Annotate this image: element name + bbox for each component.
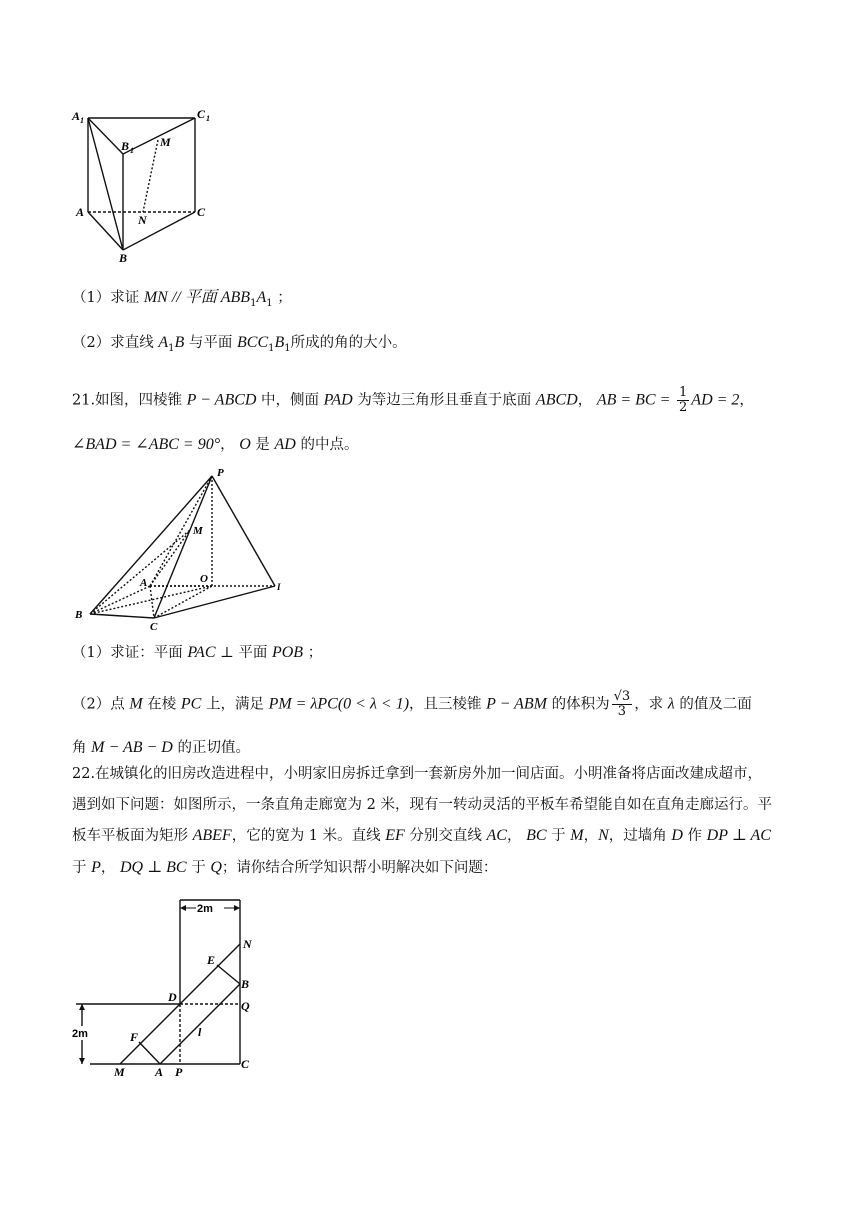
q21-part1-end: ；	[307, 645, 323, 661]
label-A3: A	[155, 1065, 164, 1079]
q21-line1-e: 为等边三角形且垂直于底面	[357, 392, 532, 409]
label-E: E	[207, 953, 216, 967]
q22-line3-h: BC	[526, 827, 547, 844]
q20-part2-math1: A	[158, 334, 169, 351]
label-N: N	[138, 213, 147, 227]
q22-line3-d: EF	[385, 827, 405, 844]
q21-line1-j: ，	[739, 392, 754, 409]
q21-frac-den: 2	[679, 400, 688, 415]
q22-line4-f: Q	[210, 859, 222, 876]
q21-fraction	[677, 386, 689, 415]
q21-line1-d: PAD	[323, 391, 353, 409]
q22-line3-p: DP ⊥ AC	[706, 827, 771, 844]
label-M: M	[160, 135, 171, 149]
q20-part1-text: （1）求证	[72, 290, 140, 306]
figure-corridor	[70, 892, 270, 1082]
q21-line1	[72, 386, 754, 415]
q22-line2-text: 遇到如下问题：如图所示，一条直角走廊宽为 2 米，现有一转动灵活的平板车希望能自如在直角走廊运行。平	[72, 797, 772, 813]
q22-line3-i: 于	[551, 828, 566, 844]
q21-line2-e: AD	[274, 436, 296, 453]
q22-line4	[72, 857, 497, 879]
q21-part2-e: 上，满足	[205, 696, 264, 713]
q21-line1-g: ，	[577, 392, 593, 409]
q20-part2-mid: 与平面	[188, 335, 233, 351]
q21-part2-g: (0 < λ < 1)	[337, 695, 410, 713]
q21-part2-i: P − ABM	[486, 695, 548, 713]
label-A2: A	[140, 577, 148, 589]
q21-line2-d: 是	[255, 437, 270, 453]
label-B2: B	[75, 609, 83, 621]
q22-line3-m: ，过墙角	[608, 828, 667, 844]
q21-line1-i: AD = 2	[691, 391, 740, 409]
q22-line3-n: D	[671, 827, 683, 844]
q20-part2-text: （2）求直线	[72, 335, 154, 351]
q22-line3-c: ，它的宽为 1 米。直线	[231, 828, 381, 844]
label-B3: B	[241, 977, 250, 991]
label-D3: D	[168, 990, 177, 1004]
q22-line4-g: ；请你结合所学知识帮小明解决如下问题：	[221, 860, 498, 876]
q21-part2-j: 的体积为	[551, 696, 610, 713]
label-B1-sub: 1	[130, 146, 134, 155]
q22-line4-b: P	[91, 859, 101, 876]
q21-frac-num: 1	[679, 385, 688, 400]
label-Q: Q	[241, 999, 250, 1013]
q21-volume-fraction	[612, 690, 633, 719]
q22-line3	[72, 825, 771, 847]
label-O: O	[200, 573, 208, 585]
q21-line2-b: ，	[220, 437, 235, 453]
q21-vol-den: 3	[617, 704, 627, 719]
q22-line3-o: 作	[687, 828, 703, 844]
q21-part1-mid: ⊥ 平面	[220, 645, 268, 661]
q21-part2-b: M	[129, 695, 143, 713]
label-width-top: 2m	[197, 903, 213, 915]
q21-line1-b: P − ABCD	[186, 391, 257, 409]
label-B1: B	[121, 139, 130, 153]
q22-line3-b: ABEF	[192, 827, 232, 844]
q22-line3-e: 分别交直线	[409, 828, 482, 844]
label-A: A	[76, 205, 85, 219]
q21-line2-c: O	[239, 436, 251, 453]
q21-part2-p: 的正切值。	[177, 740, 250, 756]
label-D: I	[277, 582, 281, 592]
q21-part2-k: ，求	[634, 696, 664, 713]
label-C3: C	[241, 1057, 250, 1071]
q22-line1	[72, 763, 762, 785]
label-B: B	[119, 251, 128, 264]
q20-part1-math: MN // 平面 ABB	[143, 289, 251, 306]
q22-line4-a: 于	[72, 860, 87, 876]
q21-part1	[72, 642, 322, 664]
q20-part2-end: 所成的角的大小。	[290, 335, 407, 351]
q21-part2-cont	[72, 737, 250, 759]
label-C1-sub: 1	[206, 114, 210, 123]
q21-part2-o: M − AB − D	[91, 739, 173, 756]
q21-part2-h: ，且三棱锥	[409, 696, 482, 713]
label-M3: M	[114, 1065, 125, 1079]
q22-line4-d: DQ ⊥ BC	[120, 859, 187, 876]
q20-part1-end: ；	[277, 290, 292, 306]
q21-line2-f: 的中点。	[300, 437, 359, 453]
q21-line2-a: ∠BAD = ∠ABC = 90°	[72, 436, 221, 453]
label-l: l	[198, 1025, 202, 1039]
label-P: P	[217, 467, 224, 479]
q21-part2-d: PC	[180, 695, 202, 713]
q20-part2: （2）求直线 $A_1B$ 与平面 $BCC_1B_1$所成的角的大小。	[72, 334, 407, 354]
q21-part2-f: PM = λPC	[268, 695, 338, 713]
label-N3: N	[243, 937, 252, 951]
label-C2: C	[150, 621, 158, 633]
q21-line1-c: 中，侧面	[261, 392, 320, 409]
q22-line4-c: ，	[100, 860, 116, 876]
q21-part2-n: 角	[72, 740, 87, 756]
label-M2: M	[193, 525, 203, 537]
q21-line2	[72, 434, 358, 456]
q21-part2-a: （2）点	[72, 696, 125, 713]
label-C1: C	[197, 107, 206, 121]
q20-part1: （1）求证 MN // 平面 $ABB_1A_1$ ；	[72, 289, 292, 309]
q21-part2-c: 在棱	[147, 696, 177, 713]
label-A1-sub: 1	[80, 116, 84, 125]
q21-line1-a: 21.如图，四棱锥	[72, 392, 183, 409]
q22-line4-e: 于	[191, 860, 206, 876]
q21-line1-h: AB = BC =	[596, 391, 671, 409]
q21-line1-f: ABCD	[535, 391, 578, 409]
figure-prism	[70, 104, 220, 264]
q21-part2-l: λ	[667, 695, 675, 713]
q22-line1-text: 22.在城镇化的旧房改造进程中，小明家旧房拆迁拿到一套新房外加一间店面。小明准备将店面改建成超市，	[72, 766, 763, 782]
q20-part2-math1b: B	[174, 334, 185, 351]
q21-part1-m2: POB	[271, 644, 304, 661]
figure-pyramid	[70, 464, 290, 634]
label-P3: P	[175, 1065, 183, 1079]
q21-part1-text: （1）求证：平面	[72, 645, 183, 661]
q21-vol-num: √3	[613, 689, 631, 704]
q21-part1-m1: PAC	[187, 644, 216, 661]
q22-line3-a: 板车平板面为矩形	[72, 828, 188, 844]
q22-line2	[72, 794, 772, 816]
q21-part2	[72, 690, 752, 719]
label-C: C	[197, 205, 206, 219]
q22-line3-k: ，	[583, 828, 599, 844]
label-F: F	[130, 1030, 139, 1044]
q21-part2-m: 的值及二面	[679, 696, 752, 713]
q22-line3-j: M	[570, 827, 584, 844]
q22-line3-f: AC	[486, 827, 507, 844]
q22-line3-g: ，	[506, 828, 522, 844]
label-A1: A	[72, 109, 81, 123]
q20-part2-math2: BCC	[237, 334, 269, 351]
label-width-left: 2m	[72, 1028, 88, 1040]
q22-line3-l: N	[598, 827, 609, 844]
